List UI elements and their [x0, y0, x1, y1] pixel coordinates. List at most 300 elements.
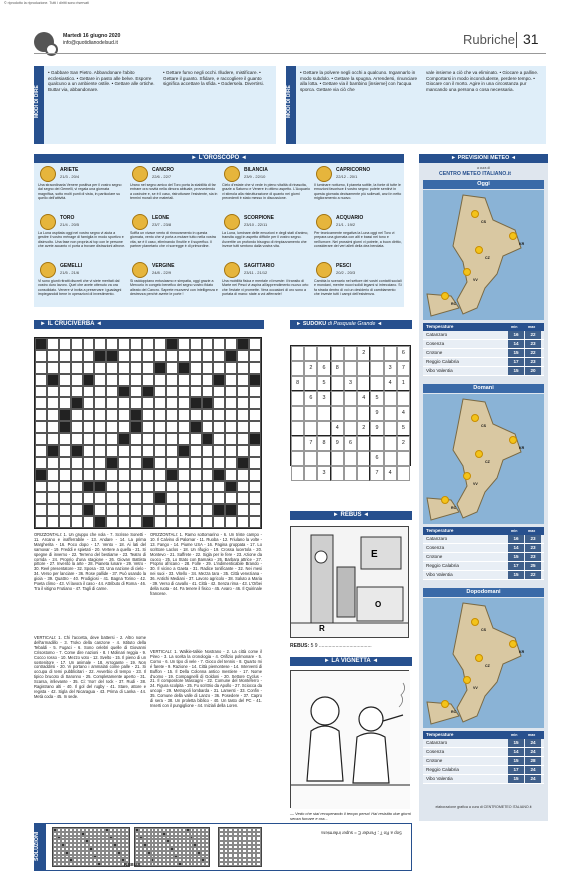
sudoku-cell[interactable] — [370, 376, 383, 391]
crossword-cell[interactable] — [94, 516, 106, 528]
crossword-cell[interactable] — [118, 409, 130, 421]
crossword-cell[interactable] — [118, 481, 130, 493]
crossword-cell[interactable] — [166, 397, 178, 409]
crossword-cell[interactable] — [35, 421, 47, 433]
crossword-cell[interactable] — [35, 433, 47, 445]
crossword-cell[interactable] — [71, 433, 83, 445]
crossword-cell[interactable] — [202, 481, 214, 493]
crossword-cell[interactable] — [237, 421, 249, 433]
crossword-cell[interactable] — [142, 504, 154, 516]
crossword-cell[interactable] — [118, 386, 130, 398]
sudoku-cell[interactable] — [384, 421, 397, 436]
sudoku-cell[interactable] — [291, 406, 304, 421]
crossword-cell[interactable] — [47, 516, 59, 528]
crossword-cell[interactable] — [118, 457, 130, 469]
sudoku-cell[interactable] — [370, 346, 383, 361]
crossword-cell[interactable] — [178, 374, 190, 386]
crossword-cell[interactable] — [166, 457, 178, 469]
crossword-cell[interactable] — [213, 421, 225, 433]
crossword-cell[interactable] — [190, 457, 202, 469]
crossword-cell[interactable] — [154, 397, 166, 409]
crossword-cell[interactable] — [47, 338, 59, 350]
crossword-cell[interactable] — [213, 433, 225, 445]
crossword-cell[interactable] — [118, 397, 130, 409]
sudoku-cell[interactable]: 8 — [331, 361, 344, 376]
sudoku-cell[interactable] — [357, 436, 370, 451]
crossword-cell[interactable] — [59, 397, 71, 409]
crossword-cell[interactable] — [249, 421, 261, 433]
crossword-cell[interactable] — [202, 350, 214, 362]
crossword-cell[interactable] — [118, 421, 130, 433]
crossword-cell[interactable] — [94, 397, 106, 409]
crossword-cell[interactable] — [130, 457, 142, 469]
crossword-cell[interactable] — [118, 433, 130, 445]
crossword-cell[interactable] — [178, 469, 190, 481]
crossword-cell[interactable] — [130, 397, 142, 409]
sudoku-cell[interactable] — [291, 361, 304, 376]
crossword-cell[interactable] — [154, 338, 166, 350]
sudoku-cell[interactable]: 6 — [317, 361, 330, 376]
crossword-cell[interactable] — [142, 421, 154, 433]
crossword-cell[interactable] — [249, 374, 261, 386]
crossword-cell[interactable] — [142, 445, 154, 457]
sudoku-cell[interactable]: 2 — [304, 361, 317, 376]
crossword-cell[interactable] — [202, 492, 214, 504]
sudoku-cell[interactable] — [357, 376, 370, 391]
crossword-cell[interactable] — [71, 504, 83, 516]
crossword-cell[interactable] — [166, 492, 178, 504]
crossword-cell[interactable] — [190, 421, 202, 433]
crossword-cell[interactable] — [47, 386, 59, 398]
crossword-cell[interactable] — [178, 386, 190, 398]
sudoku-cell[interactable] — [384, 451, 397, 466]
crossword-cell[interactable] — [83, 397, 95, 409]
sudoku-cell[interactable] — [304, 346, 317, 361]
sudoku-cell[interactable]: 9 — [331, 436, 344, 451]
crossword-cell[interactable] — [249, 469, 261, 481]
crossword-cell[interactable] — [202, 457, 214, 469]
crossword-cell[interactable] — [190, 492, 202, 504]
crossword-cell[interactable] — [47, 421, 59, 433]
sudoku-cell[interactable] — [344, 466, 357, 481]
crossword-cell[interactable] — [130, 350, 142, 362]
crossword-cell[interactable] — [47, 374, 59, 386]
crossword-cell[interactable] — [249, 338, 261, 350]
crossword-cell[interactable] — [154, 492, 166, 504]
crossword-cell[interactable] — [154, 445, 166, 457]
crossword-cell[interactable] — [94, 421, 106, 433]
crossword-cell[interactable] — [178, 421, 190, 433]
crossword-cell[interactable] — [202, 374, 214, 386]
crossword-cell[interactable] — [249, 457, 261, 469]
crossword-cell[interactable] — [154, 421, 166, 433]
sudoku-cell[interactable]: 5 — [317, 376, 330, 391]
crossword-cell[interactable] — [94, 433, 106, 445]
crossword-cell[interactable] — [202, 409, 214, 421]
sudoku-cell[interactable]: 4 — [384, 376, 397, 391]
sudoku-cell[interactable] — [344, 361, 357, 376]
crossword-cell[interactable] — [106, 469, 118, 481]
crossword-cell[interactable] — [237, 338, 249, 350]
crossword-cell[interactable] — [83, 516, 95, 528]
crossword-cell[interactable] — [142, 516, 154, 528]
crossword-cell[interactable] — [71, 469, 83, 481]
crossword-cell[interactable] — [130, 421, 142, 433]
crossword-cell[interactable] — [213, 445, 225, 457]
crossword-cell[interactable] — [202, 445, 214, 457]
crossword-cell[interactable] — [106, 374, 118, 386]
crossword-cell[interactable] — [202, 433, 214, 445]
crossword-cell[interactable] — [59, 409, 71, 421]
sudoku-cell[interactable] — [317, 421, 330, 436]
sudoku-grid[interactable] — [290, 345, 411, 476]
crossword-cell[interactable] — [47, 457, 59, 469]
crossword-cell[interactable] — [94, 409, 106, 421]
crossword-cell[interactable] — [166, 516, 178, 528]
sudoku-cell[interactable]: 9 — [370, 406, 383, 421]
crossword-cell[interactable] — [154, 504, 166, 516]
crossword-cell[interactable] — [225, 516, 237, 528]
crossword-cell[interactable] — [166, 374, 178, 386]
crossword-cell[interactable] — [59, 516, 71, 528]
crossword-cell[interactable] — [178, 350, 190, 362]
crossword-cell[interactable] — [154, 469, 166, 481]
crossword-cell[interactable] — [59, 457, 71, 469]
crossword-cell[interactable] — [94, 445, 106, 457]
crossword-cell[interactable] — [47, 445, 59, 457]
crossword-cell[interactable] — [225, 350, 237, 362]
crossword-cell[interactable] — [249, 386, 261, 398]
crossword-cell[interactable] — [106, 516, 118, 528]
crossword-cell[interactable] — [190, 362, 202, 374]
crossword-cell[interactable] — [83, 469, 95, 481]
crossword-cell[interactable] — [83, 409, 95, 421]
crossword-cell[interactable] — [106, 457, 118, 469]
crossword-cell[interactable] — [213, 338, 225, 350]
crossword-cell[interactable] — [202, 421, 214, 433]
crossword-cell[interactable] — [190, 386, 202, 398]
sudoku-cell[interactable]: 5 — [397, 421, 410, 436]
crossword-cell[interactable] — [166, 504, 178, 516]
sudoku-cell[interactable] — [304, 451, 317, 466]
sudoku-cell[interactable] — [304, 421, 317, 436]
crossword-cell[interactable] — [225, 397, 237, 409]
crossword-cell[interactable] — [237, 386, 249, 398]
sudoku-cell[interactable]: 8 — [291, 376, 304, 391]
sudoku-cell[interactable]: 5 — [370, 391, 383, 406]
sudoku-cell[interactable] — [331, 406, 344, 421]
crossword-cell[interactable] — [71, 492, 83, 504]
crossword-cell[interactable] — [166, 481, 178, 493]
sudoku-cell[interactable] — [397, 451, 410, 466]
crossword-cell[interactable] — [225, 409, 237, 421]
crossword-cell[interactable] — [249, 504, 261, 516]
crossword-cell[interactable] — [225, 469, 237, 481]
crossword-cell[interactable] — [178, 433, 190, 445]
crossword-cell[interactable] — [178, 409, 190, 421]
crossword-cell[interactable] — [154, 386, 166, 398]
crossword-cell[interactable] — [166, 386, 178, 398]
crossword-cell[interactable] — [249, 350, 261, 362]
crossword-cell[interactable] — [83, 457, 95, 469]
crossword-cell[interactable] — [83, 481, 95, 493]
crossword-cell[interactable] — [190, 338, 202, 350]
crossword-cell[interactable] — [166, 338, 178, 350]
crossword-cell[interactable] — [106, 350, 118, 362]
crossword-cell[interactable] — [118, 374, 130, 386]
crossword-cell[interactable] — [237, 362, 249, 374]
rebus-answer-line[interactable] — [290, 643, 372, 649]
sudoku-cell[interactable]: 7 — [304, 436, 317, 451]
sudoku-cell[interactable] — [331, 391, 344, 406]
crossword-cell[interactable] — [59, 362, 71, 374]
crossword-cell[interactable] — [71, 374, 83, 386]
crossword-cell[interactable] — [178, 457, 190, 469]
crossword-cell[interactable] — [35, 516, 47, 528]
crossword-cell[interactable] — [118, 504, 130, 516]
crossword-cell[interactable] — [59, 492, 71, 504]
sudoku-cell[interactable]: 6 — [397, 346, 410, 361]
crossword-cell[interactable] — [202, 386, 214, 398]
crossword-cell[interactable] — [154, 374, 166, 386]
crossword-cell[interactable] — [213, 386, 225, 398]
sudoku-cell[interactable] — [370, 436, 383, 451]
sudoku-cell[interactable] — [370, 361, 383, 376]
sudoku-cell[interactable]: 4 — [384, 466, 397, 481]
crossword-cell[interactable] — [106, 338, 118, 350]
crossword-cell[interactable] — [142, 433, 154, 445]
crossword-cell[interactable] — [94, 469, 106, 481]
crossword-cell[interactable] — [225, 433, 237, 445]
crossword-cell[interactable] — [35, 409, 47, 421]
crossword-cell[interactable] — [94, 362, 106, 374]
crossword-cell[interactable] — [47, 481, 59, 493]
crossword-cell[interactable] — [154, 481, 166, 493]
crossword-cell[interactable] — [130, 445, 142, 457]
crossword-cell[interactable] — [83, 421, 95, 433]
crossword-cell[interactable] — [83, 386, 95, 398]
crossword-cell[interactable] — [237, 374, 249, 386]
crossword-cell[interactable] — [225, 481, 237, 493]
sudoku-cell[interactable]: 2 — [397, 436, 410, 451]
contact-email[interactable]: info@quotidianodelsud.it — [63, 40, 118, 46]
crossword-cell[interactable] — [83, 362, 95, 374]
sudoku-cell[interactable] — [357, 451, 370, 466]
crossword-cell[interactable] — [154, 457, 166, 469]
crossword-cell[interactable] — [35, 397, 47, 409]
sudoku-cell[interactable]: 6 — [344, 436, 357, 451]
crossword-cell[interactable] — [47, 433, 59, 445]
crossword-cell[interactable] — [225, 421, 237, 433]
crossword-cell[interactable] — [225, 374, 237, 386]
crossword-cell[interactable] — [154, 362, 166, 374]
sudoku-cell[interactable]: 8 — [317, 436, 330, 451]
crossword-cell[interactable] — [106, 492, 118, 504]
crossword-cell[interactable] — [118, 362, 130, 374]
crossword-cell[interactable] — [142, 386, 154, 398]
crossword-cell[interactable] — [237, 469, 249, 481]
crossword-cell[interactable] — [190, 433, 202, 445]
crossword-cell[interactable] — [130, 481, 142, 493]
sudoku-cell[interactable]: 3 — [344, 376, 357, 391]
crossword-cell[interactable] — [35, 386, 47, 398]
crossword-cell[interactable] — [213, 374, 225, 386]
crossword-cell[interactable] — [142, 350, 154, 362]
crossword-cell[interactable] — [166, 350, 178, 362]
crossword-cell[interactable] — [35, 338, 47, 350]
crossword-cell[interactable] — [249, 433, 261, 445]
sudoku-cell[interactable] — [317, 451, 330, 466]
sudoku-cell[interactable] — [331, 346, 344, 361]
crossword-cell[interactable] — [213, 481, 225, 493]
crossword-cell[interactable] — [237, 350, 249, 362]
crossword-cell[interactable] — [130, 433, 142, 445]
sudoku-cell[interactable] — [291, 451, 304, 466]
crossword-cell[interactable] — [130, 386, 142, 398]
crossword-cell[interactable] — [142, 338, 154, 350]
crossword-cell[interactable] — [83, 338, 95, 350]
crossword-cell[interactable] — [166, 445, 178, 457]
crossword-cell[interactable] — [59, 374, 71, 386]
crossword-cell[interactable] — [142, 397, 154, 409]
crossword-cell[interactable] — [59, 504, 71, 516]
crossword-cell[interactable] — [71, 516, 83, 528]
sudoku-cell[interactable]: 3 — [317, 466, 330, 481]
crossword-cell[interactable] — [178, 492, 190, 504]
sudoku-cell[interactable] — [291, 436, 304, 451]
crossword-cell[interactable] — [202, 397, 214, 409]
crossword-cell[interactable] — [166, 433, 178, 445]
crossword-cell[interactable] — [47, 350, 59, 362]
crossword-cell[interactable] — [71, 338, 83, 350]
crossword-cell[interactable] — [142, 492, 154, 504]
crossword-cell[interactable] — [118, 350, 130, 362]
crossword-cell[interactable] — [213, 457, 225, 469]
crossword-cell[interactable] — [249, 492, 261, 504]
crossword-cell[interactable] — [154, 433, 166, 445]
sudoku-cell[interactable] — [291, 391, 304, 406]
crossword-cell[interactable] — [35, 350, 47, 362]
crossword-cell[interactable] — [213, 397, 225, 409]
sudoku-cell[interactable] — [331, 466, 344, 481]
sudoku-cell[interactable] — [357, 361, 370, 376]
crossword-cell[interactable] — [94, 374, 106, 386]
crossword-cell[interactable] — [225, 504, 237, 516]
crossword-cell[interactable] — [130, 469, 142, 481]
crossword-cell[interactable] — [178, 445, 190, 457]
crossword-cell[interactable] — [213, 362, 225, 374]
crossword-cell[interactable] — [213, 469, 225, 481]
sudoku-cell[interactable]: 2 — [357, 346, 370, 361]
crossword-cell[interactable] — [190, 374, 202, 386]
crossword-cell[interactable] — [47, 469, 59, 481]
crossword-cell[interactable] — [94, 350, 106, 362]
crossword-cell[interactable] — [166, 469, 178, 481]
crossword-cell[interactable] — [130, 516, 142, 528]
crossword-cell[interactable] — [59, 386, 71, 398]
crossword-cell[interactable] — [178, 397, 190, 409]
crossword-cell[interactable] — [47, 504, 59, 516]
crossword-cell[interactable] — [94, 386, 106, 398]
crossword-cell[interactable] — [178, 362, 190, 374]
sudoku-cell[interactable] — [331, 451, 344, 466]
crossword-cell[interactable] — [202, 362, 214, 374]
crossword-cell[interactable] — [213, 409, 225, 421]
crossword-cell[interactable] — [106, 397, 118, 409]
crossword-cell[interactable] — [130, 492, 142, 504]
sudoku-cell[interactable] — [344, 451, 357, 466]
sudoku-cell[interactable]: 6 — [370, 451, 383, 466]
crossword-cell[interactable] — [94, 481, 106, 493]
sudoku-cell[interactable] — [304, 376, 317, 391]
crossword-cell[interactable] — [83, 350, 95, 362]
crossword-cell[interactable] — [225, 362, 237, 374]
crossword-cell[interactable] — [142, 457, 154, 469]
crossword-cell[interactable] — [237, 481, 249, 493]
sudoku-cell[interactable] — [344, 421, 357, 436]
crossword-cell[interactable] — [106, 421, 118, 433]
sudoku-cell[interactable]: 2 — [357, 421, 370, 436]
crossword-cell[interactable] — [118, 492, 130, 504]
crossword-cell[interactable] — [178, 516, 190, 528]
crossword-cell[interactable] — [106, 409, 118, 421]
sudoku-cell[interactable] — [304, 466, 317, 481]
crossword-cell[interactable] — [71, 481, 83, 493]
crossword-cell[interactable] — [213, 350, 225, 362]
crossword-cell[interactable] — [118, 516, 130, 528]
crossword-cell[interactable] — [59, 469, 71, 481]
crossword-cell[interactable] — [190, 481, 202, 493]
crossword-cell[interactable] — [225, 338, 237, 350]
crossword-cell[interactable] — [71, 421, 83, 433]
sudoku-cell[interactable]: 1 — [397, 376, 410, 391]
crossword-cell[interactable] — [190, 397, 202, 409]
crossword-cell[interactable] — [118, 338, 130, 350]
crossword-cell[interactable] — [237, 516, 249, 528]
crossword-cell[interactable] — [59, 433, 71, 445]
crossword-cell[interactable] — [71, 409, 83, 421]
sudoku-cell[interactable]: 4 — [331, 421, 344, 436]
crossword-cell[interactable] — [225, 492, 237, 504]
crossword-cell[interactable] — [237, 445, 249, 457]
crossword-cell[interactable] — [106, 504, 118, 516]
crossword-cell[interactable] — [237, 397, 249, 409]
sudoku-cell[interactable] — [357, 406, 370, 421]
crossword-cell[interactable] — [106, 481, 118, 493]
sudoku-cell[interactable] — [291, 346, 304, 361]
crossword-cell[interactable] — [35, 362, 47, 374]
crossword-cell[interactable] — [166, 362, 178, 374]
sudoku-cell[interactable]: 9 — [370, 421, 383, 436]
crossword-cell[interactable] — [142, 469, 154, 481]
crossword-cell[interactable] — [202, 338, 214, 350]
crossword-cell[interactable] — [190, 409, 202, 421]
crossword-cell[interactable] — [249, 362, 261, 374]
crossword-cell[interactable] — [94, 492, 106, 504]
sudoku-cell[interactable] — [397, 391, 410, 406]
crossword-cell[interactable] — [59, 445, 71, 457]
crossword-cell[interactable] — [59, 338, 71, 350]
crossword-cell[interactable] — [142, 481, 154, 493]
crossword-cell[interactable] — [47, 362, 59, 374]
sudoku-cell[interactable] — [344, 346, 357, 361]
crossword-cell[interactable] — [225, 386, 237, 398]
crossword-cell[interactable] — [130, 409, 142, 421]
crossword-cell[interactable] — [178, 338, 190, 350]
crossword-cell[interactable] — [94, 338, 106, 350]
crossword-cell[interactable] — [142, 362, 154, 374]
crossword-cell[interactable] — [178, 481, 190, 493]
